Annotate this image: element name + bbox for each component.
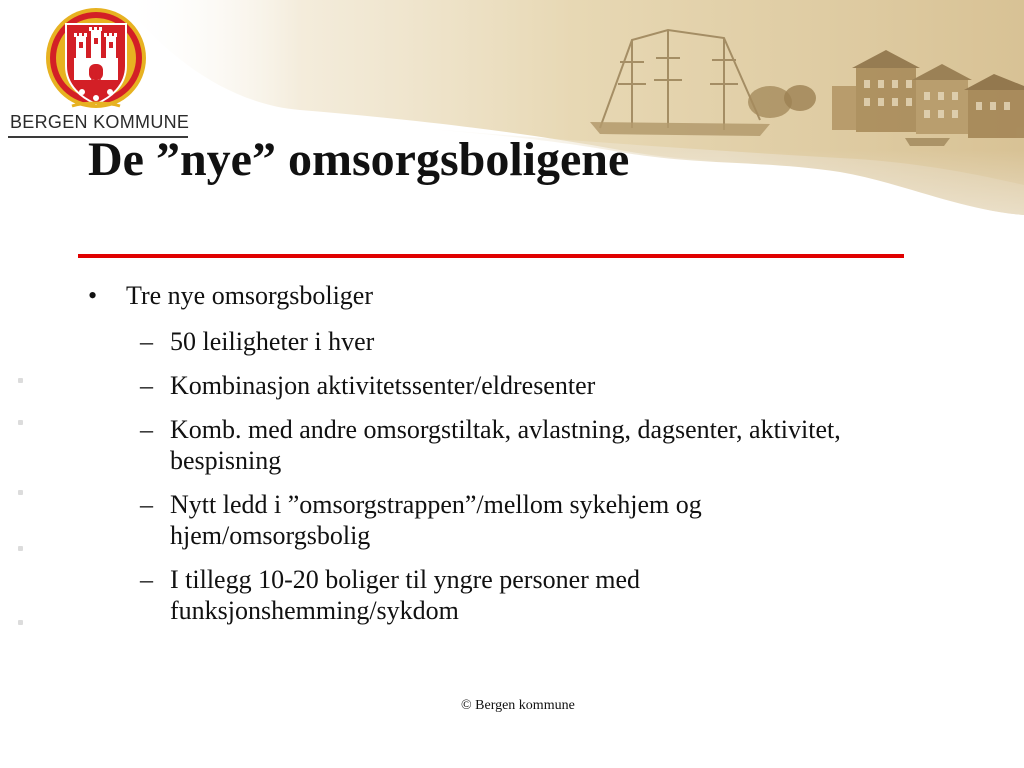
footer-copyright: © Bergen kommune (461, 698, 575, 713)
sub-bullet-item (88, 370, 888, 401)
title-red-rule (78, 254, 904, 258)
sub-bullet-text: Nytt ledd i ”omsorgstrappen”/mellom sykehjem og hjem/omsorgsbolig (170, 490, 702, 550)
bullet-item (88, 280, 888, 311)
slide-title: De ”nye” omsorgsboligene (88, 133, 630, 186)
sub-bullet-dash: – (140, 415, 153, 444)
decorative-mark (18, 420, 23, 425)
decorative-mark (18, 546, 23, 551)
organization-name: BERGEN KOMMUNE (10, 112, 190, 132)
sub-bullet-item (88, 414, 888, 476)
sub-bullet-text: I tillegg 10-20 boliger til yngre personer med funksjonshemming/sykdom (170, 565, 641, 625)
decorative-mark (18, 378, 23, 383)
sub-bullet-item (88, 326, 888, 357)
sub-bullet-item (88, 489, 888, 551)
sub-bullet-text: Komb. med andre omsorgstiltak, avlastning, dagsenter, aktivitet, bespisning (170, 415, 841, 475)
decorative-mark (18, 620, 23, 625)
decorative-mark (18, 490, 23, 495)
sub-bullet-item (88, 564, 888, 626)
sub-bullet-text: 50 leiligheter i hver (170, 327, 375, 356)
bergen-coat-of-arms-logo (44, 6, 148, 114)
sub-bullet-text: Kombinasjon aktivitetssenter/eldresenter (170, 371, 596, 400)
sub-bullet-dash: – (140, 327, 153, 356)
sub-bullet-dash: – (140, 565, 153, 594)
bullet-text: Tre nye omsorgsboliger (126, 281, 373, 310)
bullet-dot: • (88, 281, 98, 310)
bullet-list (88, 280, 888, 639)
sub-bullet-dash: – (140, 490, 153, 519)
sub-bullet-dash: – (140, 371, 153, 400)
